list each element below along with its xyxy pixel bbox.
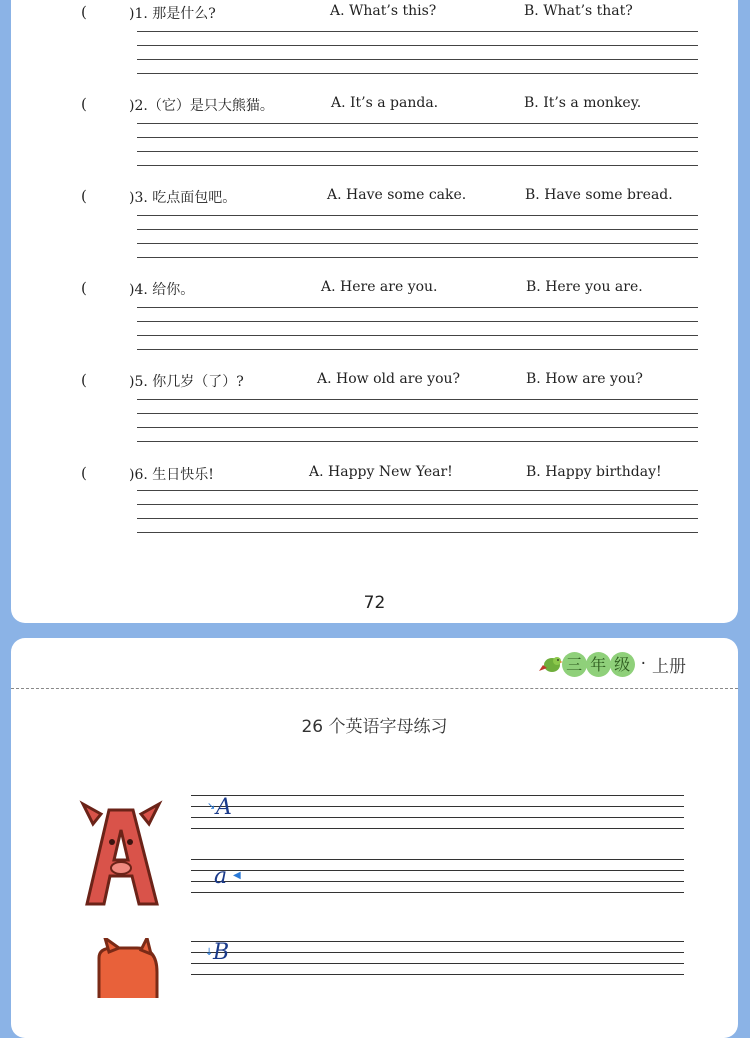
option-b: B. It’s a monkey. — [524, 95, 642, 111]
decorated-letter-b-image — [83, 938, 167, 998]
worksheet-page-72 — [11, 0, 738, 623]
writing-lines — [137, 215, 698, 271]
answer-paren: ( — [81, 187, 87, 205]
option-b: B. Have some bread. — [525, 187, 673, 203]
question-text: )5. 你几岁（了）? — [129, 374, 244, 390]
question-3 — [11, 187, 738, 277]
four-line-grid-b-upper — [191, 941, 684, 985]
volume-label: 上册 — [652, 656, 686, 677]
option-b: B. How are you? — [526, 371, 643, 387]
writing-lines — [137, 490, 698, 546]
stroke-arrow-icon: ↘ — [207, 801, 216, 812]
question-text: )1. 那是什么? — [129, 6, 216, 22]
question-text: )4. 给你。 — [129, 282, 195, 298]
sample-letter-b-upper: B — [213, 940, 230, 965]
question-6 — [11, 464, 738, 554]
option-a: A. How old are you? — [317, 371, 461, 387]
question-4 — [11, 279, 738, 369]
option-b: B. What’s that? — [524, 3, 633, 19]
page-number: 72 — [363, 593, 386, 613]
option-a: A. What’s this? — [330, 3, 437, 19]
stroke-arrow-icon: ↓ — [205, 947, 214, 958]
option-a: A. Happy New Year! — [309, 464, 453, 480]
sample-letter-a-upper: A — [216, 795, 232, 820]
answer-paren: ( — [81, 371, 87, 389]
question-text: )2.（它）是只大熊猫。 — [129, 98, 274, 114]
option-b: B. Happy birthday! — [526, 464, 662, 480]
stroke-arrow-icon: ◀ — [233, 870, 241, 881]
worksheet-title: 26 个英语字母练习 — [301, 717, 448, 737]
answer-paren: ( — [81, 3, 87, 21]
decorated-letter-a-image — [79, 796, 163, 908]
question-1 — [11, 3, 738, 93]
grade-char-3: 级 — [610, 652, 635, 677]
writing-lines — [137, 399, 698, 455]
header-separator: · — [640, 654, 646, 674]
question-text: )6. 生日快乐! — [129, 467, 214, 483]
grade-char-1: 三 — [562, 652, 587, 677]
four-line-grid-a-lower — [191, 859, 684, 903]
grade-header — [539, 652, 686, 676]
question-text: )3. 吃点面包吧。 — [129, 190, 237, 206]
answer-paren: ( — [81, 95, 87, 113]
bird-icon — [539, 653, 563, 675]
option-a: A. Have some cake. — [327, 187, 467, 203]
alphabet-practice-page — [11, 638, 738, 1038]
four-line-grid-a-upper — [191, 795, 684, 839]
writing-lines — [137, 31, 698, 87]
answer-paren: ( — [81, 464, 87, 482]
question-5 — [11, 371, 738, 461]
option-a: A. It’s a panda. — [331, 95, 439, 111]
question-2 — [11, 95, 738, 185]
option-a: A. Here are you. — [321, 279, 438, 295]
option-b: B. Here you are. — [526, 279, 643, 295]
writing-lines — [137, 123, 698, 179]
answer-paren: ( — [81, 279, 87, 297]
dashed-divider — [11, 688, 738, 689]
sample-letter-a-lower: a — [214, 864, 228, 889]
writing-lines — [137, 307, 698, 363]
grade-char-2: 年 — [586, 652, 611, 677]
